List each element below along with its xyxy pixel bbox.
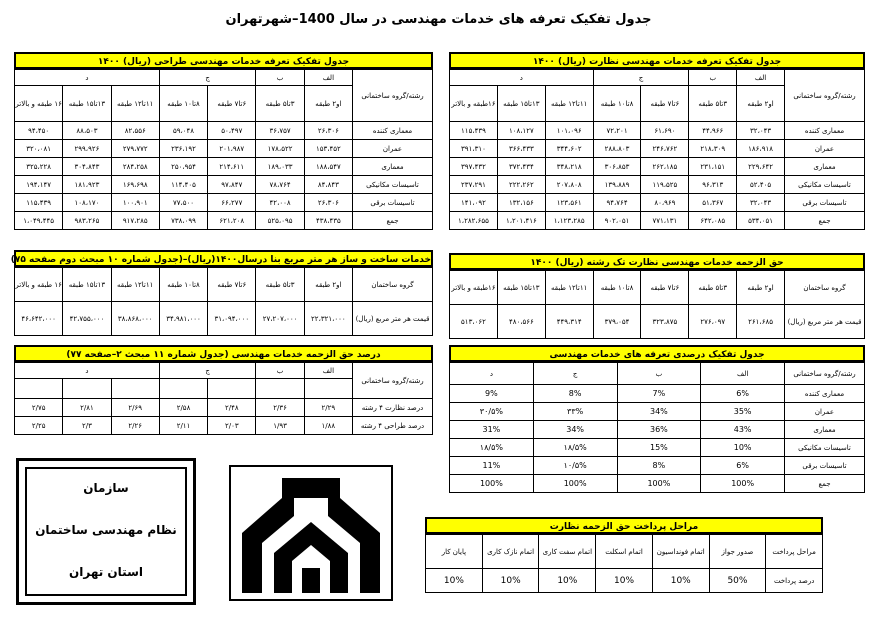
group-c: ج [533,363,617,385]
table-cell: ۴۲،۷۵۵،۰۰۰ [63,302,111,336]
col-header: او۲ طبقه [737,86,785,122]
table-cell: 100% [450,475,534,493]
table-cell: ۳۲،۰۴۳ [737,194,785,212]
table-cell: ۱۸/۵% [533,439,617,457]
row-label: معماری [785,421,865,439]
table-cell: ۹۴،۴۵۰ [15,122,63,140]
table-cell: ۱۸۸،۵۴۷ [304,158,352,176]
table-cell: ۳۶،۷۵۷ [256,122,304,140]
table-cell: 8% [533,385,617,403]
table-cell: ۱۱۴،۴۰۵ [159,176,207,194]
table-cell: ۴۴۹،۳۱۴ [545,305,593,339]
table-row [15,212,433,230]
table-row [450,439,865,457]
table-cell: ۳۲۵،۲۲۸ [15,158,63,176]
col-header: مراحل پرداخت [766,535,823,569]
table-cell: ۳۴۸،۲۱۸ [545,158,593,176]
table-cell: ۱۷۸،۵۲۲ [256,140,304,158]
single-discipline-table [449,253,865,339]
row-label: جمع [353,212,433,230]
table-cell: 7% [617,385,701,403]
table-cell: 10% [539,569,596,593]
table-cell: 10% [701,439,785,457]
table-cell: ۲۲،۳۲۱،۰۰۰ [304,302,352,336]
col-header: ۶تا۷ طبقه [208,268,256,302]
col-header: ۱۶طبقه و بالاتر [450,86,498,122]
col-header: ۱۱تا۱۲ طبقه [111,86,159,122]
table-cell: 6% [701,457,785,475]
table-cell: ۷۷۱،۱۳۱ [641,212,689,230]
group-d: د [450,70,594,86]
row-label: تاسیسات برقی [353,194,433,212]
row-label: عمران [785,403,865,421]
table-row [450,212,865,230]
table-cell: 34% [617,403,701,421]
group-a: الف [304,70,352,86]
col-header: ۳تا۵ طبقه [689,271,737,305]
table-cell: ۱۱۹،۵۲۵ [641,176,689,194]
table-cell: ۱۰۱،۰۹۶ [545,122,593,140]
row-label: عمران [353,140,433,158]
col-header: ۱۱تا۱۲ طبقه [545,271,593,305]
col-header: ۶تا۷ طبقه [641,271,689,305]
col-header: او۲ طبقه [737,271,785,305]
design-table [14,52,433,230]
row-label: جمع [785,212,865,230]
col-header: ۸تا۱۰ طبقه [593,271,641,305]
table-cell: ۲/۲۹ [304,399,352,417]
table-cell: ۵۲۵،۰۹۵ [256,212,304,230]
table-cell: 6% [701,385,785,403]
table-cell: ۱۸۶،۹۱۸ [737,140,785,158]
table-cell: ۳۷۲،۴۳۴ [497,158,545,176]
col-header: اتمام سفت کاری [539,535,596,569]
table-cell: 100% [533,475,617,493]
table-cell: ۲۳۷،۲۹۱ [450,176,498,194]
table-cell: ۳۰۴،۸۴۳ [63,158,111,176]
table-cell: ۱۳۲،۱۵۶ [497,194,545,212]
group-d: د [15,70,160,86]
group-a: الف [701,363,785,385]
col-header: ۱۳تا۱۵ طبقه [497,86,545,122]
col-header: ۳تا۵ طبقه [256,86,304,122]
organization-logo-icon [222,458,400,608]
col-header: ۶تا۷ طبقه [208,86,256,122]
table-cell: ۱،۲۰۱،۴۱۶ [497,212,545,230]
table-cell: ۱۸۹،۰۳۳ [256,158,304,176]
table-cell: ۵۹،۰۴۸ [159,122,207,140]
col-header: او۲ طبقه [304,268,352,302]
col-header: پایان کار [426,535,483,569]
table-row [450,475,865,493]
table-row [15,399,433,417]
table-row [15,122,433,140]
pct-breakdown-table [449,345,865,493]
row-label: قیمت هر متر مربع (ریال) [353,302,433,336]
table-cell: ۲/۱۱ [159,417,207,435]
table-cell: ۱۵۳،۴۵۲ [304,140,352,158]
table-cell: ۳۲،۰۴۳ [737,122,785,140]
table-cell: ۲۶۱،۶۸۵ [737,305,785,339]
table-cell: ۳۳% [533,403,617,421]
table-cell: ۳۲۳،۸۷۵ [641,305,689,339]
table-cell: 10% [426,569,483,593]
table-row [15,417,433,435]
table-cell: 34% [533,421,617,439]
table-cell: ۸۰،۹۶۹ [641,194,689,212]
table-cell: ۳۰۶،۸۵۳ [593,158,641,176]
row-label: معماری کننده [785,385,865,403]
group-d: د [450,363,534,385]
row-label: معماری کننده [353,122,433,140]
table-cell: ۲/۳۶ [256,399,304,417]
corner-cell: رشته/گروه ساختمانی [353,70,433,122]
table-cell: ۱۰/۵% [533,457,617,475]
table-cell: 100% [617,475,701,493]
table-cell: ۶۲۱،۲۰۸ [208,212,256,230]
page-title: جدول تفکیک تعرفه های خدمات مهندسی در سال 1400–شهرتهران [225,12,652,27]
row-label: عمران [785,140,865,158]
table-cell: ۹۸۳،۲۶۵ [63,212,111,230]
col-header: ۸تا۱۰ طبقه [159,268,207,302]
table-cell: ۷۸،۷۶۴ [256,176,304,194]
construction-cost-table [10,250,433,336]
col-header: ۸تا۱۰ طبقه [159,86,207,122]
table-cell: ۱۰۸،۱۲۷ [497,122,545,140]
table-cell: ۳۸،۸۶۸،۰۰۰ [111,302,159,336]
group-b: ب [256,363,304,379]
payment-stages-title: مراحل پرداخت حق الزحمه نظارت [425,517,823,534]
table-cell: ۱۰۰،۹۰۱ [111,194,159,212]
table-cell: ۳۷۹،۰۵۴ [593,305,641,339]
org-line-2: نظام مهندسی ساختمان [35,523,177,537]
table-cell: 36% [617,421,701,439]
table-cell: ۵۳۴،۰۵۱ [737,212,785,230]
table-cell: ۲/۸۱ [63,399,111,417]
table-cell: ۸۲،۵۵۶ [111,122,159,140]
group-a: الف [304,363,352,379]
table-cell: 35% [701,403,785,421]
table-cell: ۲۶،۳۰۶ [304,122,352,140]
table-row [450,457,865,475]
row-label: تاسیسات مکانیکی [785,176,865,194]
table-cell: ۳۴۴،۶۰۲ [545,140,593,158]
table-cell: ۴۴،۹۶۶ [689,122,737,140]
table-cell: ۱،۱۲۳،۲۸۵ [545,212,593,230]
supervision-table [449,52,865,230]
row-label: تاسیسات مکانیکی [785,439,865,457]
corner-cell: گروه ساختمان [353,268,433,302]
corner-cell: گروه ساختمان [785,271,865,305]
group-c: ج [593,70,689,86]
col-header: ۱۳تا۱۵ طبقه [497,271,545,305]
table-cell: ۶۶،۲۷۷ [208,194,256,212]
group-c: ج [159,363,256,379]
table-row [450,403,865,421]
table-cell: ۳۴،۹۸۱،۰۰۰ [159,302,207,336]
table-cell: ۷۲،۲۰۱ [593,122,641,140]
table-cell: ۷۳۸،۰۹۹ [159,212,207,230]
col-header: ۱۶ طبقه و بالاتر [15,86,63,122]
table-cell: ۲/۶۹ [111,399,159,417]
table-cell: ۲/۲۵ [15,417,63,435]
col-header: اتمام اسکلت [596,535,653,569]
row-label: معماری [785,158,865,176]
row-label: معماری [353,158,433,176]
table-cell: ۲۴۶،۷۶۲ [641,140,689,158]
table-cell: ۲۶۲،۱۸۵ [641,158,689,176]
table-cell: ۲۹۹،۹۲۶ [63,140,111,158]
table-cell: ۲/۵۸ [159,399,207,417]
table-cell: ۴۳۸،۴۳۵ [304,212,352,230]
construction-cost-title: خدمات ساخت و ساز هر متر مربع بنا درسال۱۴۰۰(ریال)–(جدول شماره ۱۰ مبحث دوم صفحه ۷۵) [14,250,433,267]
table-cell: ۱/۸۸ [304,417,352,435]
table-row [15,140,433,158]
table-cell: ۳۹۷،۴۳۲ [450,158,498,176]
organization-name-box [16,458,196,605]
group-c: ج [159,70,256,86]
table-row [450,385,865,403]
single-discipline-title: حق الزحمه خدمات مهندسی نظارت تک رشته (ریال) ۱۴۰۰ [449,253,865,270]
table-cell: 9% [450,385,534,403]
table-cell: 11% [450,457,534,475]
table-row [15,176,433,194]
table-cell: ۴۸۰،۵۶۶ [497,305,545,339]
group-b: ب [689,70,737,86]
payment-stages-table [425,517,823,593]
pct-breakdown-title: جدول تفکیک درصدی تعرفه های خدمات مهندسی [449,345,865,362]
table-cell: ۱۶۹،۶۹۸ [111,176,159,194]
table-cell: ۲۳۱،۱۵۱ [689,158,737,176]
table-cell: ۳۰/۵% [450,403,534,421]
group-a: الف [737,70,785,86]
table-cell: ۲۰۷،۸۰۸ [545,176,593,194]
org-line-1: سازمان [83,481,129,495]
table-cell: ۳۲۰،۰۸۱ [15,140,63,158]
col-header: ۶تا۷ طبقه [641,86,689,122]
table-cell: ۶۴۲،۰۸۵ [689,212,737,230]
table-cell: ۲۱۴،۶۱۱ [208,158,256,176]
table-cell: ۲۰۱،۹۸۷ [208,140,256,158]
table-row [450,176,865,194]
group-b: ب [617,363,701,385]
row-label: تاسیسات برقی [785,194,865,212]
row-label: درصد نظارت ۴ رشته [353,399,433,417]
table-cell: ۲۵۰،۹۵۴ [159,158,207,176]
table-cell: ۲/۰۳ [208,417,256,435]
table-cell: ۵۰،۴۹۷ [208,122,256,140]
table-row [450,421,865,439]
design-table-title: جدول تفکیک تعرفه خدمات مهندسی طراحی (ریال) ۱۴۰۰ [14,52,433,69]
supervision-table-title: جدول تفکیک تعرفه خدمات مهندسی نظارت (ریال) ۱۴۰۰ [449,52,865,69]
table-cell: ۸۴،۸۴۳ [304,176,352,194]
row-label: تاسیسات برقی [785,457,865,475]
pct-engineering-table [14,345,433,435]
table-cell: 100% [701,475,785,493]
col-header: ۱۱تا۱۲ طبقه [111,268,159,302]
table-row [450,158,865,176]
col-header: صدور جواز [709,535,766,569]
col-header: ۱۳تا۱۵ طبقه [63,268,111,302]
col-header: ۱۱تا۱۲ طبقه [545,86,593,122]
row-label: درصد طراحی ۴ رشته [353,417,433,435]
table-cell: ۵۱۳،۰۶۲ [450,305,498,339]
table-row [15,158,433,176]
table-cell: ۹۱۷،۲۸۵ [111,212,159,230]
table-cell: ۵۲،۴۰۵ [737,176,785,194]
table-cell: ۱۱۵،۴۳۹ [450,122,498,140]
table-cell: ۲۲۹،۶۴۲ [737,158,785,176]
corner-cell: رشته/گروه ساختمانی [353,363,433,399]
table-cell: 8% [617,457,701,475]
row-label: درصد پرداخت [766,569,823,593]
table-cell: ۲/۳ [63,417,111,435]
col-header: ۱۶ طبقه و بالاتر [15,268,63,302]
table-cell: ۸۸،۵۰۳ [63,122,111,140]
table-cell: ۲۳۶،۱۹۲ [159,140,207,158]
table-cell: ۲/۷۵ [15,399,63,417]
row-label: قیمت هر متر مربع (ریال) [785,305,865,339]
col-header: اتمام فونداسیون [652,535,709,569]
table-cell: ۱۴۱،۰۹۲ [450,194,498,212]
table-cell: ۲/۲۶ [111,417,159,435]
table-cell: ۵۱،۳۶۷ [689,194,737,212]
col-header: ۳تا۵ طبقه [256,268,304,302]
table-row [450,122,865,140]
table-cell: 10% [596,569,653,593]
table-cell: ۲/۴۸ [208,399,256,417]
table-cell: ۱۹۴،۱۴۷ [15,176,63,194]
col-header: ۸تا۱۰ طبقه [593,86,641,122]
table-cell: ۱،۰۴۹،۴۴۵ [15,212,63,230]
table-cell: ۲۶،۳۰۶ [304,194,352,212]
table-cell: ۷۷،۵۰۰ [159,194,207,212]
table-cell: ۹۴،۷۶۴ [593,194,641,212]
table-cell: ۱۸۱،۹۲۳ [63,176,111,194]
table-cell: ۱۰۸،۱۷۰ [63,194,111,212]
table-cell: ۳۱،۰۹۴،۰۰۰ [208,302,256,336]
org-line-3: استان تهران [69,565,143,579]
table-cell: ۲۱۸،۳۰۹ [689,140,737,158]
table-cell: ۱/۹۳ [256,417,304,435]
table-cell: ۲۷۹،۷۷۲ [111,140,159,158]
corner-cell: رشته/گروه ساختمانی [785,70,865,122]
table-cell: ۴۶،۶۴۲،۰۰۰ [15,302,63,336]
table-cell: ۳۶۶،۴۳۳ [497,140,545,158]
table-cell: 31% [450,421,534,439]
table-cell: ۹۷،۸۴۷ [208,176,256,194]
table-cell: ۹۶،۳۱۳ [689,176,737,194]
table-cell: ۲۸۴،۲۵۸ [111,158,159,176]
table-cell: 10% [652,569,709,593]
table-cell: ۱۳۹،۸۸۹ [593,176,641,194]
row-label: تاسیسات مکانیکی [353,176,433,194]
table-cell: ۲۷۶،۰۹۷ [689,305,737,339]
group-d: د [15,363,160,379]
table-row [15,194,433,212]
col-header: او۲ طبقه [304,86,352,122]
col-header: ۳تا۵ طبقه [689,86,737,122]
table-cell: ۱۱۵،۴۳۹ [15,194,63,212]
row-label: جمع [785,475,865,493]
table-cell: 50% [709,569,766,593]
group-b: ب [256,70,304,86]
table-cell: ۲۲۲،۲۶۲ [497,176,545,194]
col-header: ۱۶طبقه و بالاتر [450,271,498,305]
col-header: ۱۳تا۱۵ طبقه [63,86,111,122]
table-row [450,140,865,158]
table-cell: ۱۲۳،۵۶۱ [545,194,593,212]
col-header: اتمام نازک کاری [482,535,539,569]
table-cell: ۴۲،۰۰۸ [256,194,304,212]
table-cell: ۲۷،۲۰۷،۰۰۰ [256,302,304,336]
pct-engineering-title: درصد حق الزحمه خدمات مهندسی (جدول شماره ۱۱ مبحث ۲–صفحه ۷۷) [14,345,433,362]
table-cell: ۱،۲۸۲،۶۵۵ [450,212,498,230]
table-cell: 43% [701,421,785,439]
table-cell: ۲۸۸،۸۰۳ [593,140,641,158]
row-label: معماری کننده [785,122,865,140]
corner-cell: رشته/گروه ساختمانی [785,363,865,385]
table-cell: ۶۱،۶۹۰ [641,122,689,140]
table-row [450,194,865,212]
table-cell: ۹۰۲،۰۵۱ [593,212,641,230]
table-cell: 15% [617,439,701,457]
table-cell: ۳۹۱،۳۱۰ [450,140,498,158]
table-cell: ۱۸/۵% [450,439,534,457]
table-cell: 10% [482,569,539,593]
